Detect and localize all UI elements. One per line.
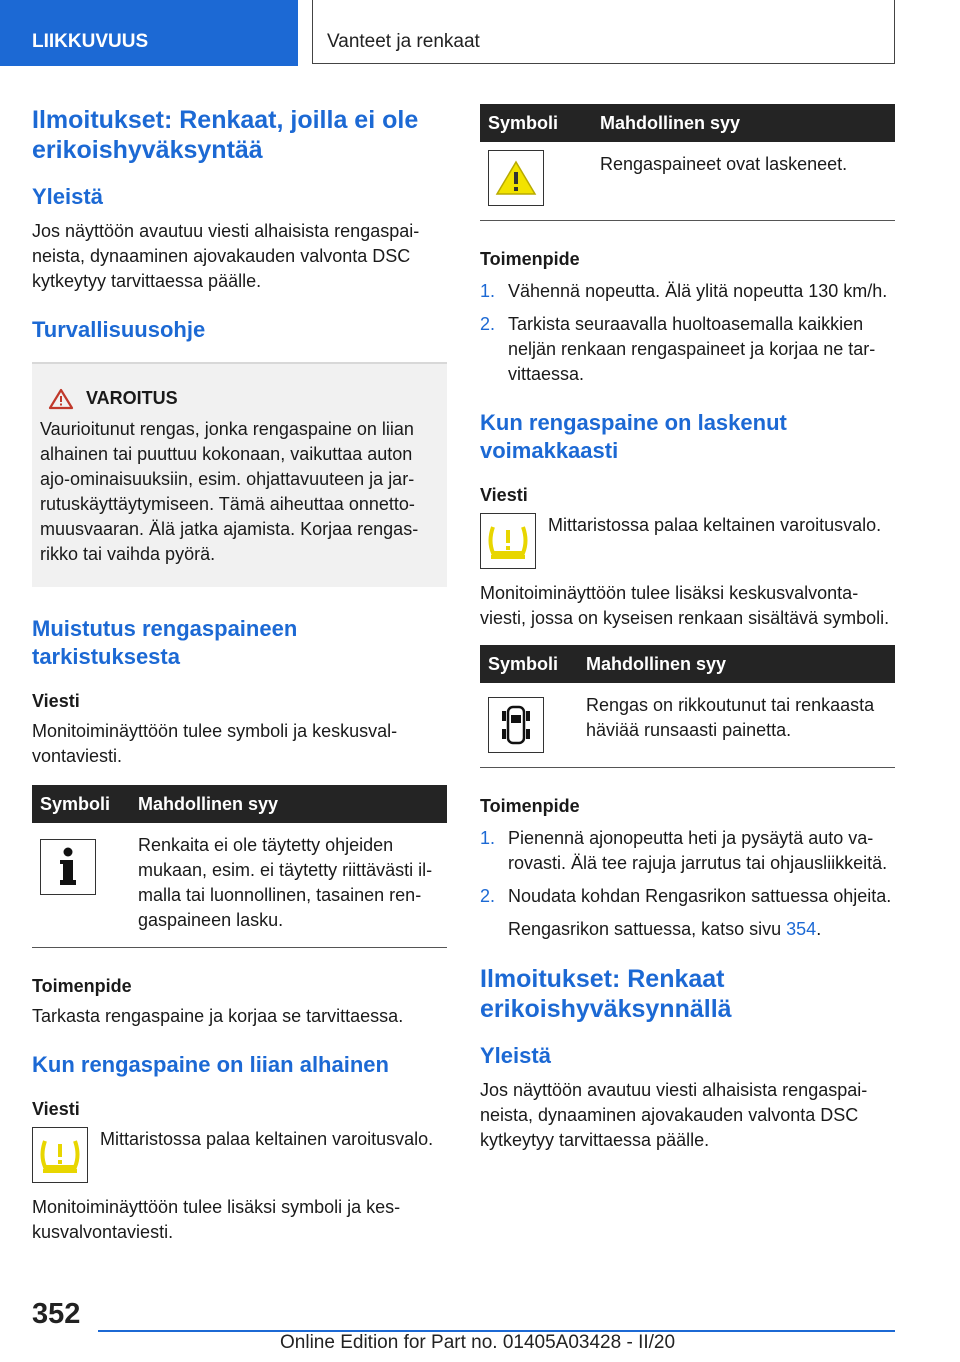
warning-triangle-icon — [488, 150, 544, 206]
action-steps-2 — [480, 826, 895, 909]
table-row — [32, 823, 447, 948]
low-message-row — [32, 1127, 447, 1183]
table-header-symbol: Symboli — [480, 104, 592, 142]
sudden-text: Monitoiminäyttöön tulee lisäksi keskusvalvontaviesti, jossa on kyseisen renkaan sisältävä symboli. — [480, 583, 890, 628]
list-item: 2. Noudata kohdan Rengasrikon sattuessa ohjeita. — [480, 886, 892, 906]
sudden-drop-heading: Kun rengaspaine on laskenut voimakkaasti — [480, 410, 787, 463]
reminder-symbol-table — [32, 785, 447, 948]
table-header-cause: Mahdollinen syy — [578, 645, 895, 683]
footer-edition: Online Edition for Part no. 01405A03428 - II/20 — [280, 1332, 676, 1353]
warning-title-row — [40, 386, 433, 411]
sudden-message-row — [480, 513, 895, 569]
cause-cell: Rengaspaineet ovat laskeneet. — [592, 142, 895, 221]
sudden-message-text: Mittaristossa palaa keltainen varoitusvalo. — [548, 515, 882, 535]
table-header-symbol: Symboli — [32, 785, 130, 823]
page-header — [0, 0, 960, 66]
action-label: Toimenpide — [480, 796, 580, 816]
info-icon — [40, 839, 96, 895]
action-steps-1 — [480, 279, 895, 387]
message-label: Viesti — [32, 691, 80, 711]
pressure-drop-symbol-table — [480, 104, 895, 221]
action-label: Toimenpide — [480, 249, 580, 269]
tire-pressure-warning-icon — [480, 513, 536, 569]
message-label: Viesti — [480, 485, 528, 505]
approved-text: Jos näyttöön avautuu viesti alhaisista rengaspaineista, dynaaminen ajovakauden valvonta DSC kytkeytyy tarvittaessa päälle. — [480, 1080, 868, 1150]
table-row — [480, 142, 895, 221]
chapter-title: Vanteet ja renkaat — [312, 0, 895, 64]
page-link[interactable]: 354 — [786, 919, 817, 939]
table-header-cause: Mahdollinen syy — [592, 104, 895, 142]
page-reference: Rengasrikon sattuessa, katso sivu 354. — [508, 919, 822, 939]
low-text: Monitoiminäyttöön tulee lisäksi symboli ja keskusvalvontaviesti. — [32, 1197, 401, 1242]
right-column — [480, 104, 895, 1153]
tire-pressure-warning-icon — [32, 1127, 88, 1183]
warning-text: Vaurioitunut rengas, jonka rengaspaine on liian alhainen tai puuttuu kokonaan, vaikuttaa auton ajo-ominaisuuksiin, esim. ohjattavuuteen ja jarrutuskäyttäytymiseen. Tämä aiheuttaa onnettomuusvaaran. Älä jatka ajamista. Korjaa rengasrikko tai vaihda pyörä. — [40, 419, 419, 564]
list-item: 1. Vähennä nopeutta. Älä ylitä nopeutta 130 km/h. — [480, 281, 888, 301]
warning-box — [32, 362, 447, 587]
action-label: Toimenpide — [32, 976, 132, 996]
flat-tire-symbol-table — [480, 645, 895, 768]
action-text: Tarkasta rengaspaine ja korjaa se tarvittaessa. — [32, 1006, 404, 1026]
low-message-label: Viesti — [32, 1099, 80, 1119]
table-header-symbol: Symboli — [480, 645, 578, 683]
reminder-heading: Muistutus rengaspaineen tarkistuksesta — [32, 616, 298, 669]
general-text: Jos näyttöön avautuu viesti alhaisista rengaspaineista, dynaaminen ajovakauden valvonta DSC kytkeytyy tarvittaessa päälle. — [32, 221, 420, 291]
low-message-text: Mittaristossa palaa keltainen varoitusvalo. — [100, 1129, 434, 1149]
approved-general-heading: Yleistä — [480, 1043, 551, 1068]
warning-title: VAROITUS — [86, 388, 178, 408]
list-item: 2. Tarkista seuraavalla huoltoasemalla kaikkien neljän renkaan rengaspaineet ja korjaa ne tarvittaessa. — [480, 314, 876, 384]
section-title-no-approval: Ilmoitukset: Renkaat, joilla ei ole erikoishyväksyntää — [32, 106, 419, 164]
list-item: 1. Pienennä ajonopeutta heti ja pysäytä auto varovasti. Älä tee rajuja jarrutus tai ohjausliikkeitä. — [480, 828, 888, 873]
table-row — [480, 683, 895, 768]
page-number: 352 — [32, 1298, 81, 1330]
cause-cell: Renkaita ei ole täytetty ohjeiden mukaan, esim. ei täytetty riittävästi ilmalla tai luonnollinen, tasainen rengaspaineen lasku. — [130, 823, 447, 948]
table-header-cause: Mahdollinen syy — [130, 785, 447, 823]
warning-triangle-icon — [48, 388, 74, 410]
safety-heading: Turvallisuusohje — [32, 317, 206, 342]
left-column — [32, 100, 447, 1245]
reminder-text: Monitoiminäyttöön tulee symboli ja keskusvalvontaviesti. — [32, 721, 398, 766]
section-title-approved: Ilmoitukset: Renkaat erikoishyväksynnällä — [480, 965, 732, 1023]
low-pressure-heading: Kun rengaspaine on liian alhainen — [32, 1052, 389, 1077]
general-heading: Yleistä — [32, 184, 103, 209]
section-tab: LIIKKUVUUS — [0, 0, 298, 66]
car-tires-icon — [488, 697, 544, 753]
cause-cell: Rengas on rikkoutunut tai renkaasta häviää runsaasti painetta. — [578, 683, 895, 768]
